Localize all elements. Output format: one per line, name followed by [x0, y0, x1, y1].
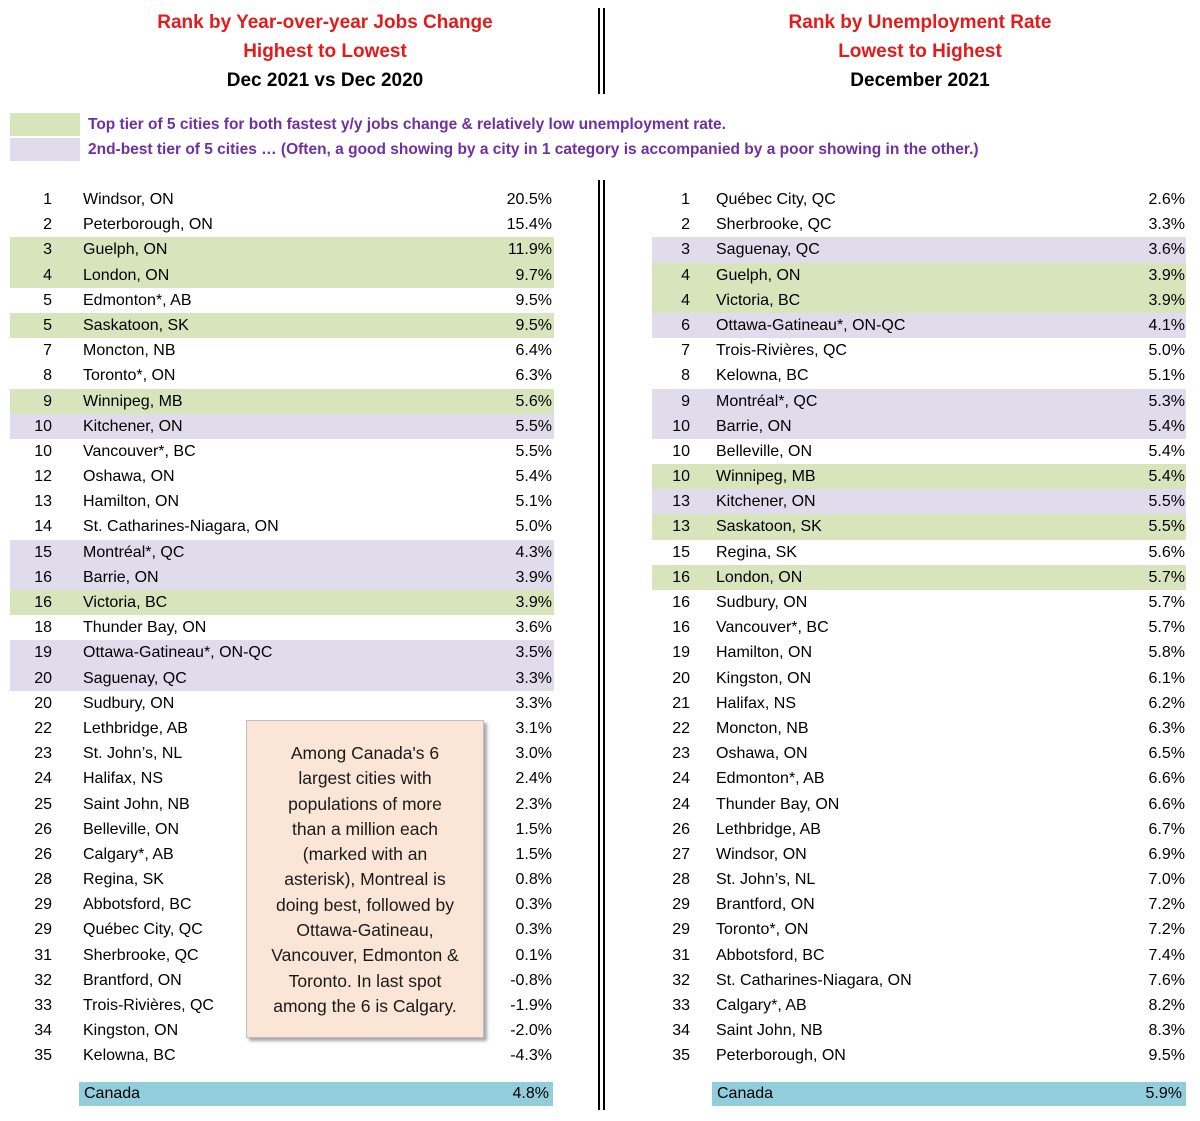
city-cell: Kingston, ON: [83, 1022, 179, 1040]
jobs-change-title: Rank by Year-over-year Jobs Change: [157, 12, 493, 33]
city-cell: Kitchener, ON: [716, 493, 816, 511]
city-cell: Brantford, ON: [83, 971, 182, 989]
value-cell: 9.5%: [515, 291, 552, 309]
unemployment-header: [660, 8, 1180, 95]
table-row: [0, 263, 1200, 288]
rank-cell: 25: [34, 795, 52, 813]
rank-cell: 31: [672, 946, 690, 964]
value-cell: 6.6%: [1148, 770, 1185, 788]
rank-cell: 8: [681, 367, 690, 385]
value-cell: 5.0%: [1148, 342, 1185, 360]
value-cell: -0.8%: [510, 971, 552, 989]
value-cell: 2.4%: [515, 770, 552, 788]
rank-cell: 7: [681, 342, 690, 360]
city-cell: Saskatoon, SK: [83, 316, 189, 334]
rank-cell: 7: [43, 342, 52, 360]
city-cell: Guelph, ON: [83, 241, 168, 259]
value-cell: 2.3%: [515, 795, 552, 813]
jobs-change-period: Dec 2021 vs Dec 2020: [226, 70, 424, 91]
note-line: Toronto. In last spot: [288, 970, 442, 991]
city-cell: Kelowna, BC: [716, 367, 809, 385]
city-cell: Windsor, ON: [716, 845, 807, 863]
value-cell: 0.3%: [515, 921, 552, 939]
rank-cell: 34: [34, 1022, 52, 1040]
rank-cell: 21: [672, 694, 690, 712]
city-cell: Victoria, BC: [83, 594, 168, 611]
rank-cell: 29: [34, 896, 52, 914]
table-row: [0, 363, 1200, 388]
rank-cell: 6: [681, 316, 690, 334]
value-cell: 3.6%: [515, 619, 552, 637]
table-row: [0, 288, 1200, 313]
value-cell: 5.4%: [1148, 417, 1185, 435]
city-cell: London, ON: [716, 568, 803, 586]
value-cell: 5.4%: [515, 468, 552, 486]
rank-cell: 15: [672, 543, 690, 561]
rank-cell: 16: [672, 619, 690, 637]
value-cell: 5.4%: [1148, 442, 1185, 460]
city-cell: Edmonton*, AB: [716, 770, 825, 788]
value-cell: 4.1%: [1148, 316, 1185, 334]
rank-cell: 1: [43, 191, 52, 208]
city-cell: Barrie, ON: [83, 568, 159, 586]
table-row: [0, 338, 1200, 363]
value-cell: 6.3%: [515, 367, 552, 385]
value-cell: 3.3%: [515, 669, 552, 687]
rank-cell: 3: [43, 241, 52, 259]
unemployment-table: [0, 187, 1200, 1069]
table-row: [0, 968, 1200, 993]
city-cell: St. Catharines-Niagara, ON: [716, 971, 912, 989]
city-cell: Victoria, BC: [716, 291, 801, 309]
rank-cell: 19: [672, 644, 690, 662]
city-cell: Calgary*, AB: [716, 997, 807, 1014]
value-cell: 5.6%: [1148, 543, 1185, 561]
rank-cell: 14: [34, 518, 52, 536]
rank-cell: 31: [34, 946, 52, 964]
table-row: [0, 792, 1200, 817]
value-cell: 5.3%: [1148, 392, 1185, 410]
jobs-change-header: [60, 8, 590, 95]
value-cell: 6.5%: [1148, 745, 1185, 763]
table-row: [0, 212, 1200, 237]
value-cell: 9.5%: [515, 316, 552, 334]
rank-cell: 29: [672, 921, 690, 939]
jobs-total-value: 4.8%: [512, 1085, 549, 1102]
table-row: [0, 867, 1200, 892]
city-cell: Edmonton*, AB: [83, 291, 192, 309]
city-cell: Sherbrooke, QC: [83, 946, 199, 964]
table-row: [0, 414, 1200, 439]
value-cell: 7.2%: [1148, 921, 1185, 939]
rank-cell: 34: [672, 1022, 690, 1040]
rank-cell: 26: [34, 845, 52, 863]
rank-cell: 27: [672, 845, 690, 863]
table-row: [0, 514, 1200, 539]
rank-cell: 28: [672, 871, 690, 889]
city-cell: Lethbridge, AB: [716, 820, 821, 838]
table-row: [0, 565, 1200, 590]
value-cell: 0.8%: [515, 871, 552, 889]
rank-cell: 2: [43, 216, 52, 234]
rank-cell: 13: [672, 518, 690, 536]
unemployment-title: Rank by Unemployment Rate: [788, 12, 1052, 33]
city-cell: Thunder Bay, ON: [83, 619, 207, 637]
value-cell: 9.7%: [515, 266, 552, 284]
value-cell: 8.2%: [1148, 997, 1185, 1014]
city-cell: Halifax, NS: [83, 770, 164, 788]
value-cell: 9.5%: [1148, 1047, 1185, 1065]
note-line: largest cities with: [298, 768, 432, 789]
table-row: [0, 817, 1200, 842]
value-cell: 11.9%: [507, 241, 552, 259]
value-cell: 5.8%: [1148, 644, 1185, 662]
rank-cell: 16: [34, 594, 52, 611]
table-row: [0, 892, 1200, 917]
value-cell: 2.6%: [1148, 191, 1185, 208]
city-cell: Montréal*, QC: [716, 392, 818, 410]
unemployment-total-label: Canada: [717, 1085, 774, 1102]
city-cell: Abbotsford, BC: [716, 946, 825, 964]
city-cell: Moncton, NB: [716, 719, 809, 737]
value-cell: 3.9%: [515, 568, 552, 586]
rank-cell: 4: [681, 291, 690, 309]
city-cell: Belleville, ON: [83, 820, 180, 838]
city-cell: Winnipeg, MB: [83, 392, 183, 410]
jobs-change-total-row: [79, 1082, 553, 1106]
city-cell: Lethbridge, AB: [83, 719, 188, 737]
table-row: [0, 313, 1200, 338]
city-cell: London, ON: [83, 266, 170, 284]
rank-cell: 23: [34, 745, 52, 763]
city-cell: Guelph, ON: [716, 266, 801, 284]
value-cell: 3.3%: [1148, 216, 1185, 234]
city-cell: Québec City, QC: [83, 921, 203, 939]
value-cell: 1.5%: [515, 820, 552, 838]
table-row: [0, 615, 1200, 640]
value-cell: 5.5%: [515, 417, 552, 435]
rank-cell: 9: [43, 392, 52, 410]
value-cell: 15.4%: [506, 216, 552, 234]
rank-cell: 18: [34, 619, 52, 637]
value-cell: 8.3%: [1148, 1022, 1185, 1040]
rank-cell: 5: [43, 291, 52, 309]
note-line: asterisk), Montreal is: [284, 869, 446, 890]
table-row: [0, 464, 1200, 489]
note-line: doing best, followed by: [275, 894, 455, 915]
rank-cell: 29: [672, 896, 690, 914]
unemployment-total-value: 5.9%: [1145, 1085, 1182, 1102]
table-row: [0, 666, 1200, 691]
table-row: [0, 766, 1200, 791]
city-cell: Thunder Bay, ON: [716, 795, 840, 813]
value-cell: 4.3%: [515, 543, 552, 561]
city-cell: Montréal*, QC: [83, 543, 185, 561]
city-cell: St. John’s, NL: [716, 871, 816, 889]
table-row: [0, 917, 1200, 942]
city-cell: Peterborough, ON: [716, 1047, 846, 1065]
city-cell: Saskatoon, SK: [716, 518, 822, 536]
rank-cell: 28: [34, 871, 52, 889]
rank-cell: 26: [672, 820, 690, 838]
value-cell: 7.4%: [1148, 946, 1185, 964]
table-row: [0, 439, 1200, 464]
city-cell: Trois-Rivières, QC: [716, 342, 847, 360]
city-cell: Sudbury, ON: [716, 594, 808, 611]
value-cell: 6.6%: [1148, 795, 1185, 813]
rank-cell: 20: [672, 669, 690, 687]
value-cell: 3.9%: [1148, 291, 1185, 309]
value-cell: 0.1%: [515, 946, 552, 964]
city-cell: Oshawa, ON: [83, 468, 175, 486]
rank-cell: 3: [681, 241, 690, 259]
rank-cell: 15: [34, 543, 52, 561]
top-tier-legend: Top tier of 5 cities for both fastest y/y jobs change & relatively low unemployment rate.: [88, 116, 726, 133]
table-row: [0, 993, 1200, 1018]
top-tier-swatch: [10, 113, 80, 136]
unemployment-order: Lowest to Highest: [838, 41, 1002, 62]
value-cell: 7.2%: [1148, 896, 1185, 914]
city-cell: Belleville, ON: [716, 442, 813, 460]
city-cell: Ottawa-Gatineau*, ON-QC: [716, 316, 906, 334]
value-cell: 5.6%: [515, 392, 552, 410]
city-cell: Saguenay, QC: [83, 669, 187, 687]
table-row: [0, 389, 1200, 414]
table-row: [0, 187, 1200, 212]
note-line: Ottawa-Gatineau,: [296, 920, 434, 941]
value-cell: 3.3%: [515, 694, 552, 712]
value-cell: -4.3%: [510, 1047, 552, 1065]
value-cell: 5.5%: [1148, 518, 1185, 536]
city-cell: Moncton, NB: [83, 342, 176, 360]
value-cell: 3.1%: [515, 719, 552, 737]
city-cell: Windsor, ON: [83, 191, 174, 208]
rank-cell: 10: [672, 468, 690, 486]
rank-cell: 35: [34, 1047, 52, 1065]
value-cell: -2.0%: [510, 1022, 552, 1040]
note-line: (marked with an: [302, 844, 428, 865]
city-cell: Regina, SK: [716, 543, 797, 561]
unemployment-total-row: [712, 1082, 1186, 1106]
value-cell: 6.4%: [515, 342, 552, 360]
city-cell: Toronto*, ON: [716, 921, 809, 939]
rank-cell: 10: [34, 417, 52, 435]
value-cell: 5.0%: [515, 518, 552, 536]
jobs-change-order: Highest to Lowest: [243, 41, 407, 62]
note-line: Vancouver, Edmonton &: [271, 945, 459, 966]
rank-cell: 16: [672, 594, 690, 611]
value-cell: 7.6%: [1148, 971, 1185, 989]
value-cell: 5.7%: [1148, 594, 1185, 611]
city-cell: Winnipeg, MB: [716, 468, 816, 486]
city-cell: Sudbury, ON: [83, 694, 175, 712]
value-cell: 5.5%: [515, 442, 552, 460]
rank-cell: 24: [34, 770, 52, 788]
value-cell: 6.9%: [1148, 845, 1185, 863]
second-tier-swatch: [10, 138, 80, 161]
table-row: [0, 943, 1200, 968]
table-row: [0, 1043, 1200, 1068]
value-cell: 5.5%: [1148, 493, 1185, 511]
rank-cell: 10: [34, 442, 52, 460]
callout-note: [246, 720, 484, 1038]
value-cell: 3.0%: [515, 745, 552, 763]
rank-cell: 26: [34, 820, 52, 838]
table-row: [0, 489, 1200, 514]
value-cell: 6.1%: [1148, 669, 1185, 687]
rank-cell: 9: [681, 392, 690, 410]
city-cell: Brantford, ON: [716, 896, 815, 914]
rank-cell: 22: [34, 719, 52, 737]
table-row: [0, 691, 1200, 716]
note-line: Among Canada's 6: [290, 743, 440, 763]
rank-cell: 10: [672, 417, 690, 435]
header-divider-a: [598, 8, 600, 94]
city-cell: Barrie, ON: [716, 417, 792, 435]
value-cell: 5.7%: [1148, 619, 1185, 637]
city-cell: Québec City, QC: [716, 191, 836, 208]
city-cell: Saguenay, QC: [716, 241, 820, 259]
rank-cell: 20: [34, 669, 52, 687]
value-cell: -1.9%: [510, 997, 552, 1014]
rank-cell: 32: [34, 971, 52, 989]
rank-cell: 10: [672, 442, 690, 460]
city-cell: Kelowna, BC: [83, 1047, 176, 1065]
city-cell: Hamilton, ON: [716, 644, 813, 662]
rank-cell: 20: [34, 694, 52, 712]
table-row: [0, 237, 1200, 262]
rank-cell: 13: [34, 493, 52, 511]
rank-cell: 29: [34, 921, 52, 939]
table-row: [0, 716, 1200, 741]
value-cell: 0.3%: [515, 896, 552, 914]
rank-cell: 33: [672, 997, 690, 1014]
city-cell: Saint John, NB: [716, 1022, 823, 1040]
table-row: [0, 640, 1200, 665]
city-cell: Peterborough, ON: [83, 216, 213, 234]
city-cell: Saint John, NB: [83, 795, 190, 813]
city-cell: Vancouver*, BC: [716, 619, 829, 637]
value-cell: 1.5%: [515, 845, 552, 863]
second-tier-legend: 2nd-best tier of 5 cities … (Often, a good showing by a city in 1 category is accompanied by a poor showing in the other.): [88, 141, 979, 158]
rank-cell: 24: [672, 770, 690, 788]
note-line: than a million each: [292, 818, 438, 839]
city-cell: Oshawa, ON: [716, 745, 808, 763]
rank-cell: 13: [672, 493, 690, 511]
city-cell: Kingston, ON: [716, 669, 812, 687]
rank-cell: 8: [43, 367, 52, 385]
rank-cell: 23: [672, 745, 690, 763]
rank-cell: 4: [43, 266, 52, 284]
value-cell: 3.6%: [1148, 241, 1185, 259]
value-cell: 3.9%: [1148, 266, 1185, 284]
jobs-total-label: Canada: [84, 1085, 141, 1102]
city-cell: Regina, SK: [83, 871, 164, 889]
value-cell: 5.1%: [515, 493, 552, 511]
rank-cell: 24: [672, 795, 690, 813]
city-cell: Abbotsford, BC: [83, 896, 192, 914]
rank-cell: 32: [672, 971, 690, 989]
city-cell: Hamilton, ON: [83, 493, 180, 511]
rank-cell: 16: [34, 568, 52, 586]
rank-cell: 4: [681, 266, 690, 284]
city-cell: Ottawa-Gatineau*, ON-QC: [83, 644, 273, 662]
value-cell: 6.7%: [1148, 820, 1185, 838]
value-cell: 6.2%: [1148, 694, 1185, 712]
note-line: populations of more: [288, 793, 442, 814]
city-cell: Halifax, NS: [716, 694, 797, 712]
value-cell: 7.0%: [1148, 871, 1185, 889]
value-cell: 20.5%: [506, 191, 552, 208]
city-cell: Vancouver*, BC: [83, 442, 196, 460]
rank-cell: 5: [43, 316, 52, 334]
table-row: [0, 741, 1200, 766]
rank-cell: 19: [34, 644, 52, 662]
rank-cell: 12: [34, 468, 52, 486]
city-cell: St. Catharines-Niagara, ON: [83, 518, 279, 536]
table-row: [0, 590, 1200, 615]
value-cell: 5.1%: [1148, 367, 1185, 385]
rank-cell: 2: [681, 216, 690, 234]
rank-cell: 16: [672, 568, 690, 586]
city-cell: Toronto*, ON: [83, 367, 176, 385]
value-cell: 5.7%: [1148, 568, 1185, 586]
city-cell: Sherbrooke, QC: [716, 216, 832, 234]
city-cell: Trois-Rivières, QC: [83, 997, 214, 1014]
table-row: [0, 540, 1200, 565]
value-cell: 3.9%: [515, 594, 552, 611]
rank-cell: 33: [34, 997, 52, 1014]
header-divider-b: [603, 8, 605, 94]
city-cell: Kitchener, ON: [83, 417, 183, 435]
city-cell: St. John’s, NL: [83, 745, 183, 763]
rank-cell: 1: [681, 191, 690, 208]
city-cell: Calgary*, AB: [83, 845, 174, 863]
rank-cell: 35: [672, 1047, 690, 1065]
rank-cell: 22: [672, 719, 690, 737]
table-row: [0, 1018, 1200, 1043]
value-cell: 6.3%: [1148, 719, 1185, 737]
value-cell: 5.4%: [1148, 468, 1185, 486]
table-row: [0, 842, 1200, 867]
note-line: among the 6 is Calgary.: [273, 995, 457, 1016]
value-cell: 3.5%: [515, 644, 552, 662]
unemployment-period: December 2021: [850, 70, 990, 91]
